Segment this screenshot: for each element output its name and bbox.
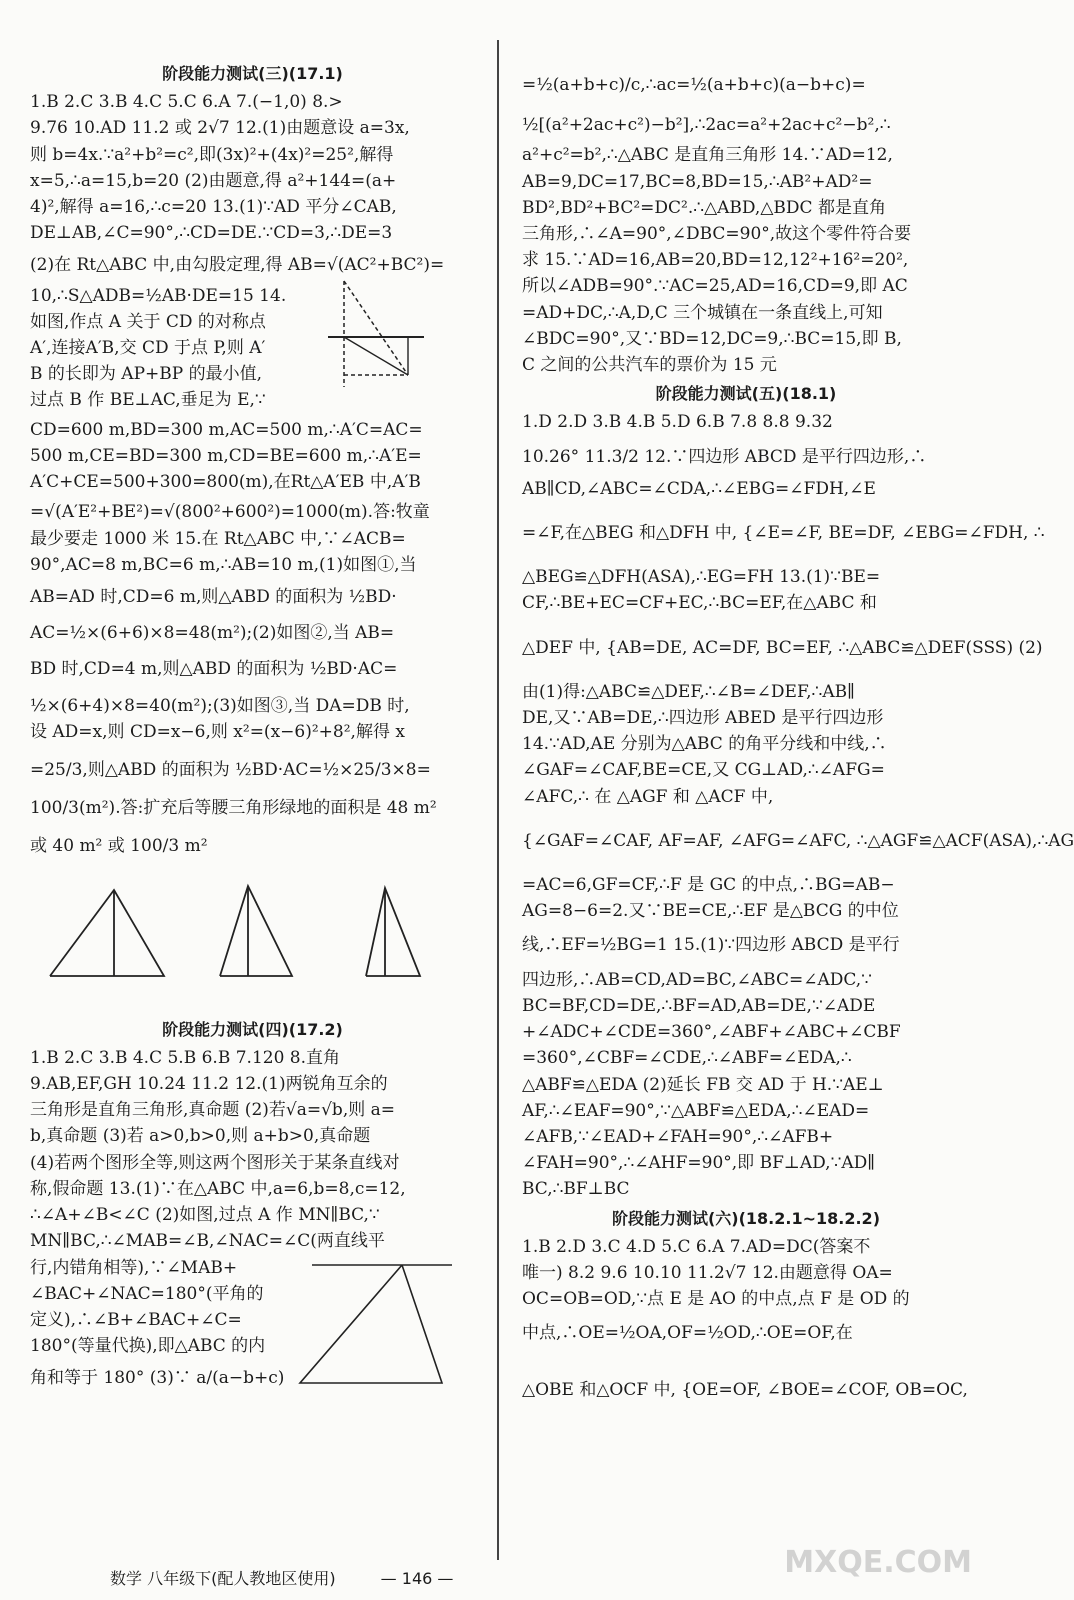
text-line: x=5,∴a=15,b=20 (2)由题意,得 a²+144=(a+: [30, 170, 397, 191]
text-line: AF,∴∠EAF=90°,∵△ABF≌△EDA,∴∠EAD=: [522, 1100, 870, 1121]
text-line: =AD+DC,∴A,D,C 三个城镇在一条直线上,可知: [522, 302, 883, 323]
page-footer: [110, 1566, 453, 1589]
text-line: 角和等于 180° (3)∵ a/(a−b+c): [30, 1368, 285, 1389]
text-line: AB∥CD,∠ABC=∠CDA,∴∠EBG=∠FDH,∠E: [522, 478, 876, 499]
text-line: 求 15.∵AD=16,AB=20,BD=12,12²+16²=20²,: [522, 250, 909, 271]
text-line: 9.76 10.AD 11.2 或 2√7 12.(1)由题意设 a=3x,: [30, 118, 410, 139]
text-line: DE⊥AB,∠C=90°,∴CD=DE.∵CD=3,∴DE=3: [30, 223, 393, 244]
text-line: CD=600 m,BD=300 m,AC=500 m,∴A′C=AC=: [30, 419, 423, 440]
text-line: =½(a+b+c)/c,∴ac=½(a+b+c)(a−b+c)=: [522, 75, 866, 95]
figure-15-diagrams: [30, 864, 470, 1014]
text-line: ∠AFC,∴ 在 △AGF 和 △ACF 中,: [522, 786, 774, 807]
text-line: MN∥BC,∴∠MAB=∠B,∠NAC=∠C(两直线平: [30, 1231, 385, 1252]
text-line: 过点 B 作 BE⊥AC,垂足为 E,∵: [30, 390, 266, 411]
text-line: A′,连接A′B,交 CD 于点 P,则 A′: [30, 338, 266, 359]
text-line: (4)若两个图形全等,则这两个图形关于某条直线对: [30, 1152, 400, 1173]
text-line: C 之间的公共汽车的票价为 15 元: [522, 355, 777, 376]
footer-subject: 数学 八年级下(配人教地区使用): [110, 1569, 336, 1588]
text-line: b,真命题 (3)若 a>0,b>0,则 a+b>0,真命题: [30, 1126, 371, 1147]
text-line: 1.B 2.C 3.B 4.C 5.B 6.B 7.120 8.直角: [30, 1047, 341, 1068]
text-line: 定义),∴∠B+∠BAC+∠C=: [30, 1309, 242, 1330]
column-divider: [497, 40, 499, 1560]
text-line: 1.B 2.C 3.B 4.C 5.C 6.A 7.(−1,0) 8.>: [30, 92, 343, 113]
text-line: △OBE 和△OCF 中, {OE=OF, ∠BOE=∠COF, OB=OC,: [522, 1379, 968, 1400]
section-4-body: [30, 1045, 475, 1255]
text-line: ∠BAC+∠NAC=180°(平角的: [30, 1283, 264, 1304]
figure-13-diagram: [292, 1251, 472, 1391]
text-line: △DEF 中, {AB=DE, AC=DF, BC=EF, ∴△ABC≌△DEF(SSS) (2): [522, 637, 1043, 658]
section-3-body-cont: [30, 417, 475, 860]
text-line: ∠AFB,∵∠EAD+∠FAH=90°,∴∠AFB+: [522, 1126, 834, 1147]
text-line: 设 AD=x,则 CD=x−6,则 x²=(x−6)²+8²,解得 x: [30, 721, 405, 742]
text-line: B 的长即为 AP+BP 的最小值,: [30, 364, 262, 385]
text-line: ½[(a²+2ac+c²)−b²],∴2ac=a²+2ac+c²−b²,∴: [522, 115, 891, 136]
text-line: AB=9,DC=17,BC=8,BD=15,∴AB²+AD²=: [522, 171, 873, 192]
figure-14-block: [30, 309, 475, 417]
text-line: ∠FAH=90°,∴∠AHF=90°,即 BF⊥AD,∵AD∥: [522, 1153, 876, 1174]
text-line: 90°,AC=8 m,BC=6 m,∴AB=10 m,(1)如图①,当: [30, 554, 417, 575]
text-line: 最少要走 1000 米 15.在 Rt△ABC 中,∵∠ACB=: [30, 528, 406, 549]
text-line: CF,∴BE+EC=CF+EC,∴BC=EF,在△ABC 和: [522, 593, 877, 614]
section-title-3: 阶段能力测试(三)(17.1): [162, 64, 343, 83]
text-line: 4)²,解得 a=16,∴c=20 13.(1)∵AD 平分∠CAB,: [30, 197, 397, 218]
text-line: 三角形是直角三角形,真命题 (2)若√a=√b,则 a=: [30, 1100, 396, 1121]
text-line: ∠BDC=90°,又∵BD=12,DC=9,∴BC=15,即 B,: [522, 328, 902, 349]
text-line: 三角形,∴∠A=90°,∠DBC=90°,故这个零件符合要: [522, 224, 912, 245]
figure-14-diagram: [324, 275, 474, 415]
section-title-4: 阶段能力测试(四)(17.2): [162, 1019, 343, 1039]
text-line: A′C+CE=500+300=800(m),在Rt△A′EB 中,A′B: [30, 472, 421, 493]
text-line: ∠GAF=∠CAF,BE=CE,又 CG⊥AD,∴∠AFG=: [522, 760, 885, 781]
text-line: =360°,∠CBF=∠CDE,∴∠ABF=∠EDA,∴: [522, 1048, 852, 1069]
text-line: 四边形,∴AB=CD,AD=BC,∠ABC=∠ADC,∵: [522, 969, 872, 990]
text-line: AG=8−6=2.又∵BE=CE,∴EF 是△BCG 的中位: [522, 901, 899, 922]
text-line: =√(A′E²+BE²)=√(800²+600²)=1000(m).答:牧童: [30, 502, 430, 523]
text-line: 1.B 2.D 3.C 4.D 5.C 6.A 7.AD=DC(答案不: [522, 1236, 871, 1257]
text-line: 所以∠ADB=90°.∵AC=25,AD=16,CD=9,即 AC: [522, 276, 908, 297]
text-line: AB=AD 时,CD=6 m,则△ABD 的面积为 ½BD·: [30, 587, 397, 608]
section-title-6: 阶段能力测试(六)(18.2.1~18.2.2): [611, 1208, 881, 1228]
text-line: 9.AB,EF,GH 10.24 11.2 12.(1)两锐角互余的: [30, 1074, 388, 1095]
text-line: 或 40 m² 或 100/3 m²: [30, 836, 208, 857]
text-line: {∠GAF=∠CAF, AF=AF, ∠AFG=∠AFC, ∴△AGF≌△ACF(ASA),∴AG: [522, 830, 1074, 851]
text-line: OC=OB=OD,∵点 E 是 AO 的中点,点 F 是 OD 的: [522, 1289, 910, 1310]
text-line: =∠F,在△BEG 和△DFH 中, {∠E=∠F, BE=DF, ∠EBG=∠FDH, ∴: [522, 523, 1045, 544]
text-line: 10,∴S△ADB=½AB·DE=15 14.: [30, 285, 287, 306]
text-line: BD 时,CD=4 m,则△ABD 的面积为 ½BD·AC=: [30, 659, 398, 680]
text-line: 14.∵AD,AE 分别为△ABC 的角平分线和中线,∴: [522, 734, 887, 755]
text-line: 行,内错角相等),∵∠MAB+: [30, 1257, 238, 1278]
text-line: 100/3(m²).答:扩充后等腰三角形绿地的面积是 48 m²: [30, 798, 437, 819]
section-4-continued: [522, 72, 970, 378]
text-line: =AC=6,GF=CF,∴F 是 GC 的中点,∴BG=AB−: [522, 875, 895, 896]
text-line: 中点,∴OE=½OA,OF=½OD,∴OE=OF,在: [522, 1323, 853, 1344]
text-line: 线,∴EF=½BG=1 15.(1)∵四边形 ABCD 是平行: [522, 935, 900, 956]
text-line: 如图,作点 A 关于 CD 的对称点: [30, 311, 266, 332]
left-column: [30, 58, 475, 1387]
section-6-body: [522, 1234, 970, 1403]
text-line: ∴∠A+∠B<∠C (2)如图,过点 A 作 MN∥BC,∵: [30, 1205, 380, 1226]
text-line: △BEG≌△DFH(ASA),∴EG=FH 13.(1)∵BE=: [522, 567, 881, 588]
text-line: 唯一) 8.2 9.6 10.10 11.2√7 12.由题意得 OA=: [522, 1262, 893, 1283]
text-line: 10.26° 11.3/2 12.∵四边形 ABCD 是平行四边形,∴: [522, 446, 927, 467]
text-line: (2)在 Rt△ABC 中,由勾股定理,得 AB=√(AC²+BC²)=: [30, 255, 445, 276]
text-line: 500 m,CE=BD=300 m,CD=BE=600 m,∴A′E=: [30, 446, 422, 467]
text-line: DE,又∵AB=DE,∴四边形 ABED 是平行四边形: [522, 708, 884, 729]
text-line: BD²,BD²+BC²=DC².∴△ABD,△BDC 都是直角: [522, 197, 886, 218]
text-line: BC,∴BF⊥BC: [522, 1179, 630, 1200]
section-5-body: [522, 409, 1074, 1202]
watermark-logo: MXQE.COM: [784, 1545, 972, 1580]
text-line: 180°(等量代换),即△ABC 的内: [30, 1336, 266, 1357]
text-line: =25/3,则△ABD 的面积为 ½BD·AC=½×25/3×8=: [30, 760, 431, 781]
text-line: 称,假命题 13.(1)∵在△ABC 中,a=6,b=8,c=12,: [30, 1178, 406, 1199]
text-line: 由(1)得:△ABC≌△DEF,∴∠B=∠DEF,∴AB∥: [522, 681, 855, 702]
text-line: a²+c²=b²,∴△ABC 是直角三角形 14.∵AD=12,: [522, 145, 893, 166]
text-line: BC=BF,CD=DE,∴BF=AD,AB=DE,∵∠ADE: [522, 995, 876, 1016]
text-line: 则 b=4x.∵a²+b²=c²,即(3x)²+(4x)²=25²,解得: [30, 144, 394, 165]
right-column: [522, 58, 1074, 1403]
figure-13-block: [30, 1255, 475, 1387]
text-line: 1.D 2.D 3.B 4.B 5.D 6.B 7.8 8.8 9.32: [522, 412, 833, 433]
page-number: — 146 —: [380, 1569, 454, 1588]
section-title-5: 阶段能力测试(五)(18.1): [655, 384, 837, 404]
text-line: +∠ADC+∠CDE=360°,∠ABF+∠ABC+∠CBF: [522, 1022, 901, 1043]
text-line: AC=½×(6+6)×8=48(m²);(2)如图②,当 AB=: [30, 623, 395, 644]
text-line: △ABF≌△EDA (2)延长 FB 交 AD 于 H.∵AE⊥: [522, 1074, 884, 1095]
text-line: ½×(6+4)×8=40(m²);(3)如图③,当 DA=DB 时,: [30, 695, 410, 716]
